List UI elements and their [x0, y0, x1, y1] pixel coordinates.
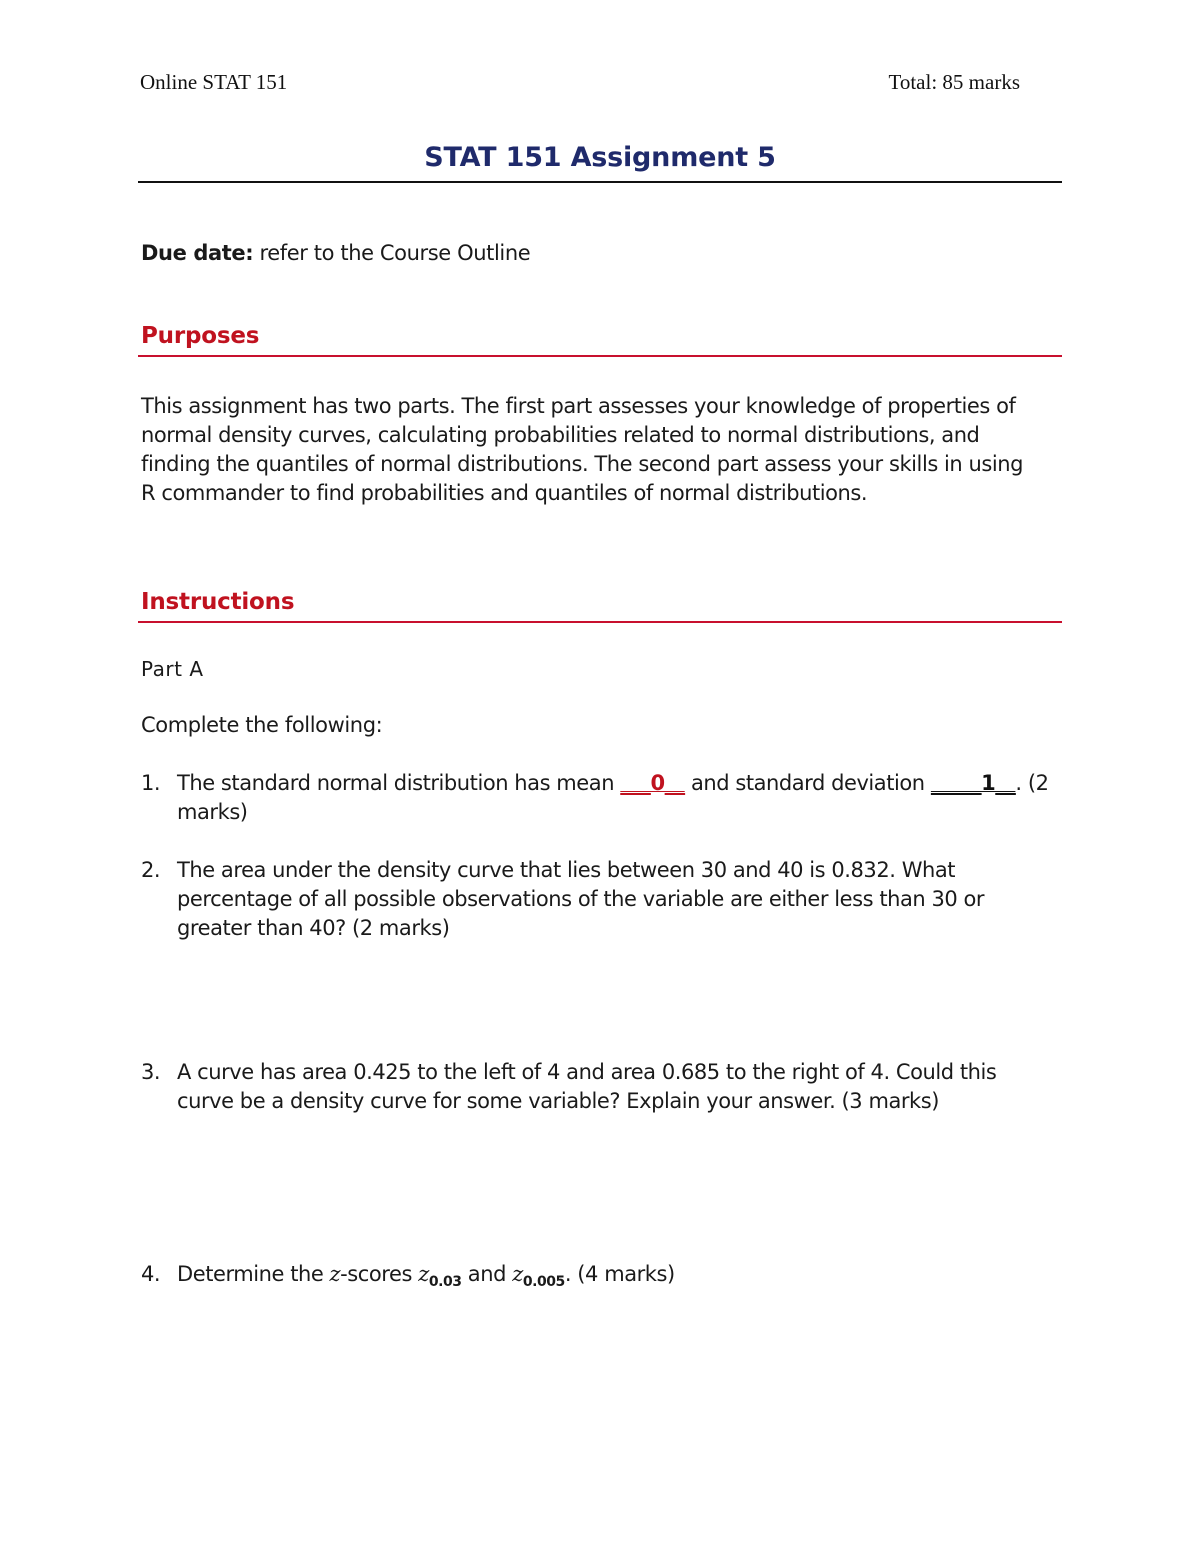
- z-score-1-subscript: 0.03: [428, 1274, 462, 1290]
- question-number: 3.: [141, 1060, 161, 1084]
- question-text: -scores: [340, 1262, 419, 1286]
- question-text: and standard deviation: [684, 771, 931, 795]
- z-score-1: $z_{0.03}$: [418, 1262, 462, 1290]
- question-2: [141, 856, 1051, 943]
- instructions-divider: [138, 621, 1062, 623]
- document-title: STAT 151 Assignment 5: [424, 142, 776, 173]
- instructions-intro: Complete the following:: [141, 713, 383, 737]
- question-text: and: [461, 1262, 513, 1286]
- question-text: The standard normal distribution has mean: [177, 771, 621, 795]
- purposes-text: This assignment has two parts. The first part assesses your knowledge of properties of normal density curves, calculating probabilities related to normal distributions, and finding the quantiles of normal distributions. The second part assess your skills in using R commander to find probabilities and quantiles of normal distributions.: [141, 394, 1023, 505]
- sd-answer-blank: _____1__: [930, 771, 1016, 795]
- question-number: 1.: [141, 771, 161, 795]
- purposes-divider: [138, 355, 1062, 357]
- course-label: Online STAT 151: [140, 70, 288, 94]
- mean-answer-blank: ___0__: [620, 771, 685, 795]
- part-a-heading: Part A: [141, 657, 204, 681]
- question-3: [141, 1058, 1051, 1116]
- question-text: A curve has area 0.425 to the left of 4 and area 0.685 to the right of 4. Could this curve be a density curve for some variable? Explain your answer. (3 marks): [177, 1060, 997, 1113]
- question-text: The area under the density curve that lies between 30 and 40 is 0.832. What percentage of all possible observations of the variable are either less than 30 or greater than 40? (2 marks): [177, 858, 985, 940]
- z-letter: z: [329, 1262, 341, 1286]
- z-score-2: $z_{0.005}$: [512, 1262, 565, 1290]
- question-text: Determine the: [177, 1262, 330, 1286]
- question-text: . (4 marks): [564, 1262, 675, 1286]
- question-text: . (2 marks): [177, 771, 1049, 824]
- page-header: [140, 70, 1020, 100]
- total-marks: Total: 85 marks: [888, 70, 1020, 94]
- z-score-2-subscript: 0.005: [522, 1274, 565, 1290]
- due-date: [141, 241, 530, 265]
- due-date-label: Due date:: [141, 241, 254, 265]
- question-number: 2.: [141, 858, 161, 882]
- title-divider: [138, 181, 1062, 183]
- due-date-value: refer to the Course Outline: [253, 241, 531, 265]
- instructions-heading: Instructions: [141, 589, 295, 615]
- question-number: 4.: [141, 1262, 161, 1286]
- purposes-heading: Purposes: [141, 323, 260, 349]
- question-4: [141, 1260, 1051, 1297]
- question-1: [141, 769, 1051, 827]
